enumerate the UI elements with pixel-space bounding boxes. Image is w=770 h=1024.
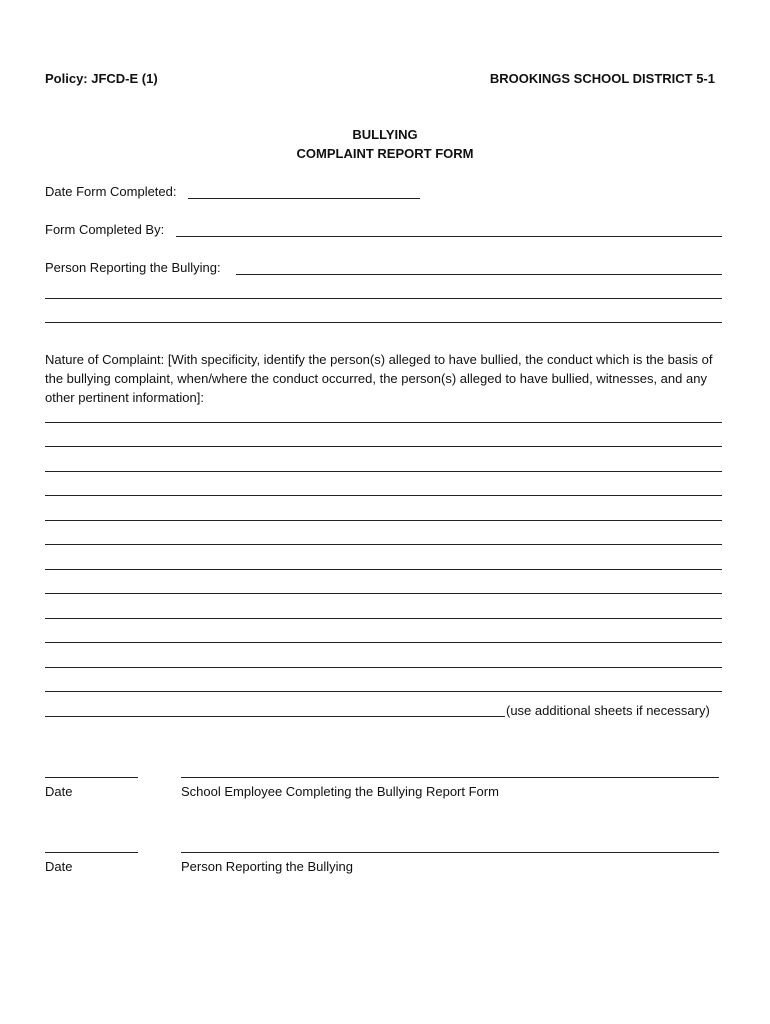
complaint-line[interactable] [45,569,722,570]
date-label-1: Date [45,784,73,799]
complaint-line[interactable] [45,544,722,545]
policy-code: Policy: JFCD-E (1) [45,71,158,86]
date-completed-label: Date Form Completed: [45,184,177,199]
date-label-2: Date [45,859,73,874]
person-reporting-label: Person Reporting the Bullying: [45,260,221,275]
completed-by-field[interactable] [176,236,722,237]
complaint-line[interactable] [45,593,722,594]
date-completed-field[interactable] [188,198,420,199]
complaint-line[interactable] [45,495,722,496]
district-name: BROOKINGS SCHOOL DISTRICT 5-1 [489,71,715,86]
date-signature-line-2[interactable] [45,852,138,853]
person-signature-label: Person Reporting the Bullying [181,859,353,874]
nature-of-complaint-text: Nature of Complaint: [With specificity, identify the person(s) alleged to have bullied, the conduct which is the basis of the bullying complaint, when/where the conduct occurred, the person(s) alleged to have bullied, witnesses, and any other pertinent information]: [45,352,713,405]
form-title-line1: BULLYING [352,127,418,142]
employee-signature-line[interactable] [181,777,719,778]
complaint-line[interactable] [45,667,722,668]
completed-by-label: Form Completed By: [45,222,165,237]
person-reporting-line-2[interactable] [45,298,722,299]
person-reporting-field[interactable] [236,274,722,275]
person-reporting-line-3[interactable] [45,322,722,323]
employee-signature-label: School Employee Completing the Bullying Report Form [181,784,499,799]
complaint-line[interactable] [45,520,722,521]
complaint-line[interactable] [45,446,722,447]
form-title-line2: COMPLAINT REPORT FORM [296,146,474,161]
person-signature-line[interactable] [181,852,719,853]
complaint-line[interactable] [45,618,722,619]
complaint-last-line[interactable] [45,716,505,717]
complaint-line[interactable] [45,691,722,692]
additional-sheets-note: (use additional sheets if necessary) [506,703,710,718]
complaint-line[interactable] [45,642,722,643]
complaint-line[interactable] [45,471,722,472]
date-signature-line-1[interactable] [45,777,138,778]
complaint-line[interactable] [45,422,722,423]
